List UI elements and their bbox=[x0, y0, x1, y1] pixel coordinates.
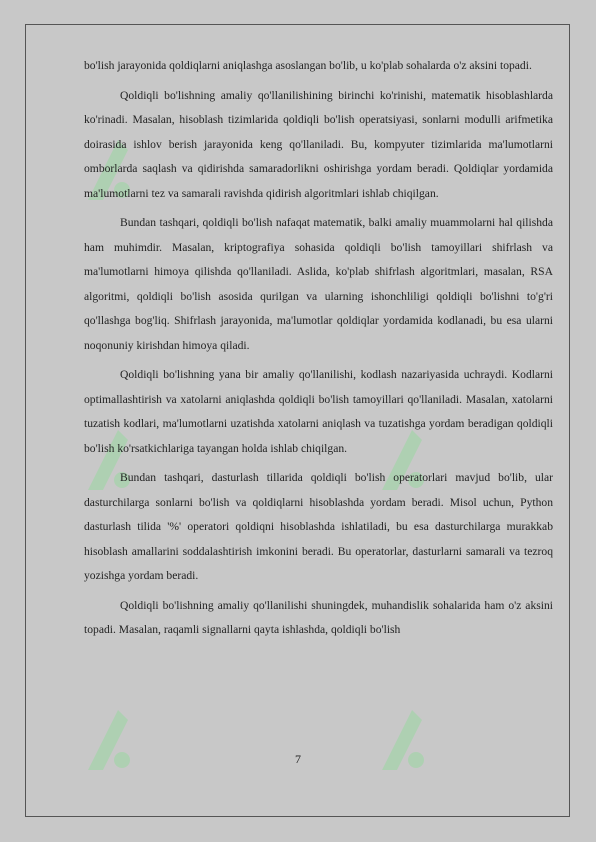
paragraph: Bundan tashqari, qoldiqli bo'lish nafaqat matematik, balki amaliy muammolarni hal qilishda ham muhimdir. Masalan, kriptografiya sohasida qoldiqli bo'lish tamoyillari shifrlash va ma'lumotlarni himoya qilishda qo'llaniladi. Aslida, ko'plab shifrlash algoritmlari, masalan, RSA algoritmi, qoldiqli bo'lish asosida qurilgan va ularning ishonchliligi qoldiqli bo'lishni to'g'ri qo'llashga bog'liq. Shifrlash jarayonida, ma'lumotlar qoldiqlar yordamida kodlanadi, bu esa ularni noqonuniy kirishdan himoya qiladi. bbox=[84, 216, 553, 352]
paragraph: bo'lish jarayonida qoldiqlarni aniqlashga asoslangan bo'lib, u ko'plab sohalarda o'z aksini topadi. bbox=[84, 59, 532, 72]
paragraph: Qoldiqli bo'lishning yana bir amaliy qo'llanilishi, kodlash nazariyasida uchraydi. Kodlarni optimallashtirish va xatolarni aniqlashda qoldiqli bo'lish tamoyillari qo'llaniladi. Masalan, xatolarni tuzatish kodlari, ma'lumotlarni uzatishda xatolarni aniqlash va tuzatishga yordam beradigan qoldiqli bo'lish ko'rsatkichlariga tayangan holda ishlab chiqilgan. bbox=[84, 368, 553, 455]
paragraph: Qoldiqli bo'lishning amaliy qo'llanilishining birinchi ko'rinishi, matematik hisoblashlarda ko'rinadi. Masalan, hisoblash tizimlarida qoldiqli bo'lish operatsiyasi, sonlarni modulli arifmetika doirasida ishlov berish jarayonida keng qo'llaniladi. Bu, kompyuter tizimlarida ma'lumotlarni omborlarda saqlash va qidirishda samaradorlikni oshirishga yordam beradi. Qoldiqlar yordamida ma'lumotlarni tez va samarali ravishda qidirish algoritmlari ishlab chiqilgan. bbox=[84, 88, 553, 200]
paragraph: Bundan tashqari, dasturlash tillarida qoldiqli bo'lish operatorlari mavjud bo'lib, ular dasturchilarga sonlarni bo'lish va qoldiqlarni hisoblashda yordam beradi. Misol uchun, Python dasturlash tilida '%' operatori qoldiqni hisoblashda ishlatiladi, bu esa dasturchilarga murakkab hisoblash amallarini soddalashtirish imkonini beradi. Bu operatorlar, dasturlarni samarali va tezroq yozishga yordam beradi. bbox=[84, 471, 553, 582]
page-number: 7 bbox=[295, 752, 301, 766]
paragraph: Qoldiqli bo'lishning amaliy qo'llanilishi shuningdek, muhandislik sohalarida ham o'z aksini topadi. Masalan, raqamli signallarni qayta ishlashda, qoldiqli bo'lish bbox=[84, 598, 553, 636]
document-body bbox=[84, 54, 553, 648]
